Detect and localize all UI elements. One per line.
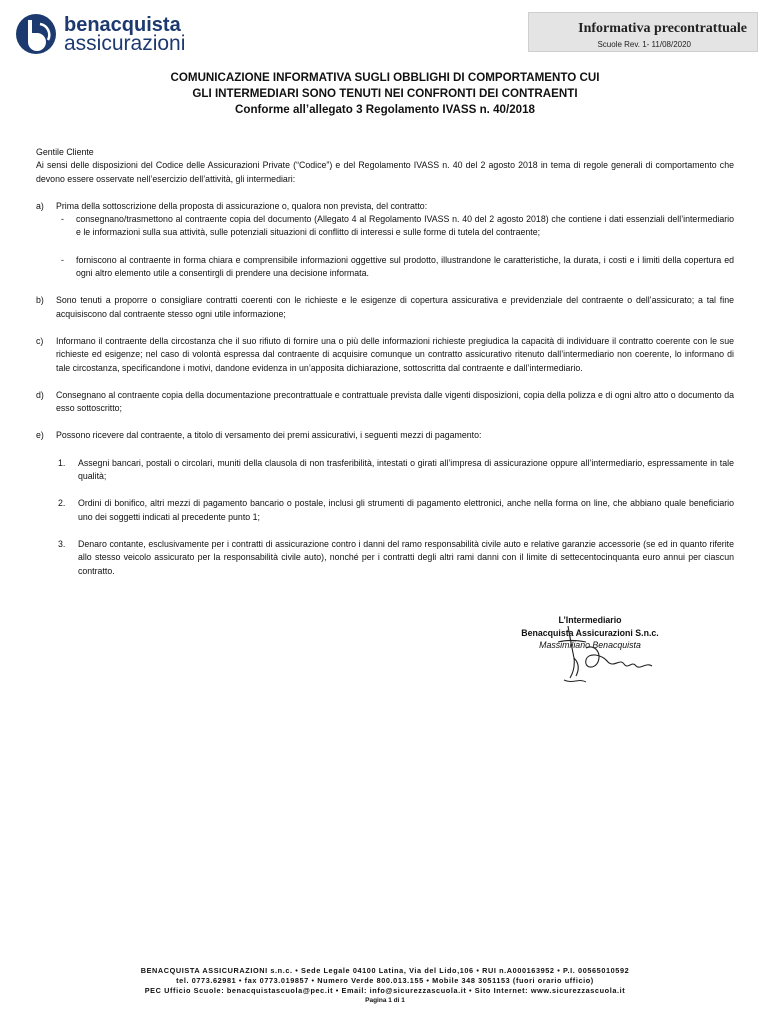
section-label: a): [36, 200, 44, 211]
section-text: Possono ricevere dal contraente, a titolo di versamento dei premi assicurativi, i seguenti mezzi di pagamento:: [56, 430, 482, 441]
payment-item-text: Ordini di bonifico, altri mezzi di pagamento bancario o postale, inclusi gli strumenti di pagamento elettronici, anche nella forma on line, che abbiano quale beneficiario uno dei soggetti indicati al precedente punto 1;: [78, 498, 734, 522]
logo-subtitle: assicurazioni: [64, 32, 186, 55]
page-number: Pagina 1 di 1: [365, 997, 405, 1004]
signature-role: L’Intermediario: [558, 615, 622, 625]
payment-item-text: Assegni bancari, postali o circolari, muniti della clausola di non trasferibilità, intestati o girati all’impresa di assicurazione oppure all’intermediario, espressamente in tale qualità;: [78, 457, 734, 482]
header-revision: Scuole Rev. 1- 11/08/2020: [597, 40, 691, 49]
section-text: Prima della sottoscrizione della proposta di assicurazione o, qualora non prevista, del contratto:: [56, 200, 428, 211]
footer-web-line: PEC Ufficio Scuole: benacquistascuola@pec.it • Email: info@sicurezzascuola.it • Sito Internet: www.sicurezzascuola.it: [144, 986, 626, 995]
payment-item-text: Denaro contante, esclusivamente per i contratti di assicurazione contro i danni del ramo responsabilità civile auto e relative garanzie accessorie (se ed in quanto riferite allo stesso veicolo assicurato per la responsabilità civile auto), nonché per i contratti degli altri rami danni con il limite di settecentocinquanta euro annui per ciascun contratto.: [78, 538, 734, 576]
bullet-text: consegnano/trasmettono al contraente copia del documento (Allegato 4 al Regolamento IVASS n. 40 del 2 agosto 2018) che contiene i dati essenziali dell’intermediario e le informazioni sulla sua attività, sulle potenziali situazioni di conflitto di interessi e sulle forme di tutela del contraente;: [76, 214, 734, 238]
document-title-line2: GLI INTERMEDIARI SONO TENUTI NEI CONFRONTI DEI CONTRAENTI: [192, 87, 578, 100]
section-label: e): [36, 430, 44, 441]
section-label: b): [36, 295, 44, 306]
header-box: [528, 12, 758, 52]
signature-company: Benacquista Assicurazioni S.n.c.: [521, 627, 659, 638]
bullet-item: [56, 213, 734, 240]
section-e: [36, 429, 734, 577]
footer-contacts-line: tel. 0773.62981 • fax 0773.019857 • Numero Verde 800.013.155 • Mobile 348 3051153 (fuori orario ufficio): [176, 976, 594, 985]
bullet-dash: -: [61, 254, 64, 265]
company-logo: [14, 12, 244, 58]
section-a: [36, 200, 734, 280]
section-text: Consegnano al contraente copia della documentazione precontrattuale e contrattuale prevista dalle vigenti disposizioni, copia della polizza e di ogni altro atto o documento da esso sottoscritto;: [56, 389, 734, 414]
section-c: [36, 335, 734, 375]
section-label: c): [36, 335, 44, 346]
document-title-line3: Conforme all’allegato 3 Regolamento IVASS n. 40/2018: [234, 103, 536, 116]
section-d: [36, 389, 734, 416]
greeting: Gentile Cliente: [36, 147, 94, 157]
payment-item: [56, 538, 734, 578]
footer-company-line: BENACQUISTA ASSICURAZIONI s.n.c. • Sede Legale 04100 Latina, Via del Lido,106 • RUI n.A000163952 • P.I. 00565010592: [140, 966, 630, 975]
intro-paragraph: Ai sensi delle disposizioni del Codice delle Assicurazioni Private (“Codice”) e del Regolamento IVASS n. 40 del 2 agosto 2018 in tema di regole generali di comportamento che devono essere osservate nell’esercizio dell’attività, gli intermediari:: [36, 160, 734, 184]
header-title: Informativa precontrattuale: [578, 21, 747, 36]
document-title: [0, 70, 770, 118]
page-footer: [0, 966, 770, 1006]
bullet-dash: -: [61, 214, 64, 225]
payment-item: [56, 497, 734, 524]
signature-person: Massimiliano Benacquista: [539, 640, 641, 650]
section-text: Informano il contraente della circostanza che il suo rifiuto di fornire una o più delle informazioni richieste pregiudica la capacità di individuare il contratto coerente con le sue richieste ed esigenze; nel caso di volontà espressa dal contraente di acquisire comunque un contratto assicurativo ritenuto dall’intermediario non coerente, lo informano di tale circostanza, specificandone i motivi, dandone evidenza in un’apposita dichiarazione, sottoscritta dal contraente e dall’intermediario.: [56, 335, 734, 373]
payment-item-number: 3.: [58, 538, 66, 549]
payment-item-number: 2.: [58, 498, 66, 509]
section-text: Sono tenuti a proporre o consigliare contratti coerenti con le richieste e le esigenze di copertura assicurativa e previdenziale del contraente o dell’assicurato; a tal fine acquisiscono dal contraente stesso ogni utile informazione;: [56, 295, 734, 319]
section-label: d): [36, 389, 44, 400]
handwritten-signature: [528, 618, 668, 693]
bullet-item: [56, 254, 734, 281]
bullet-text: forniscono al contraente in forma chiara e comprensibile informazioni oggettive sul prodotto, illustrandone le caratteristiche, la durata, i costi e i limiti della copertura ed ogni altro elemento utile a consentirgli di prendere una decisione informata.: [76, 254, 734, 279]
document-body: [36, 146, 734, 578]
benacquista-logo-icon: [14, 12, 58, 56]
payment-item: [56, 457, 734, 484]
logo-name: benacquista: [64, 14, 181, 36]
section-b: [36, 294, 734, 321]
payment-item-number: 1.: [58, 457, 66, 468]
document-title-line1: COMUNICAZIONE INFORMATIVA SUGLI OBBLIGHI DI COMPORTAMENTO CUI: [170, 71, 600, 84]
